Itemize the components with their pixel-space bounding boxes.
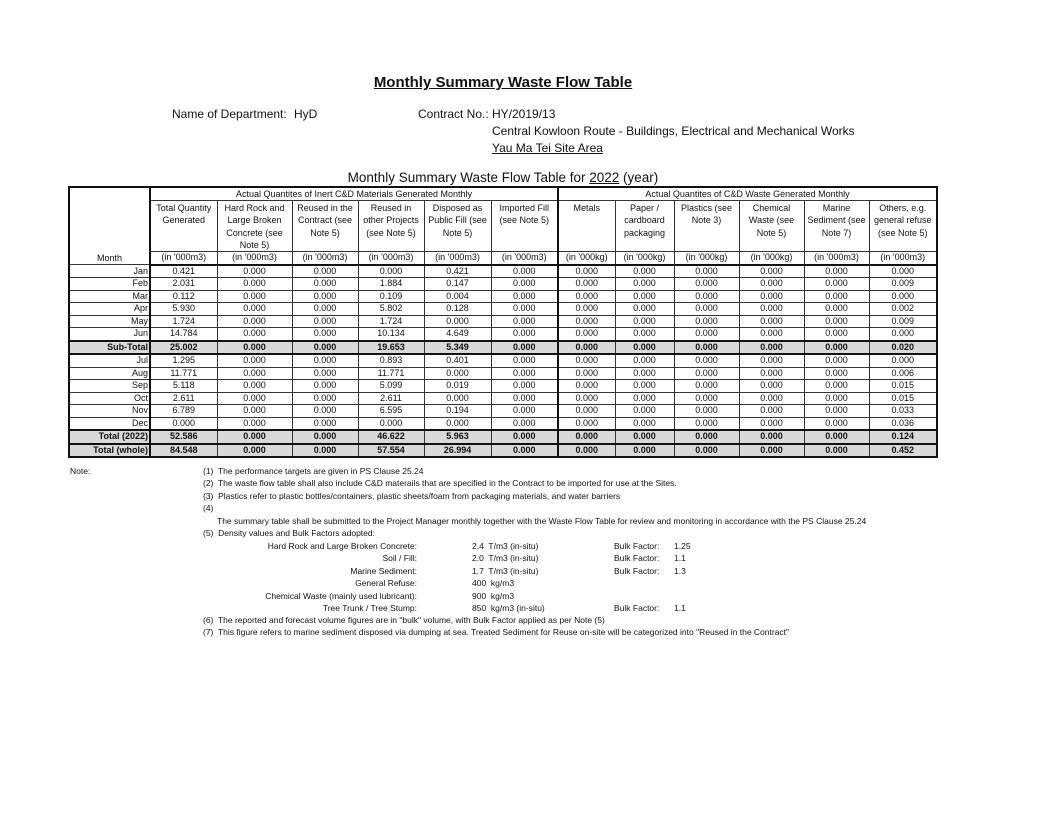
value-cell: 0.006: [869, 367, 937, 380]
density-value: 1.7 T/m3 (in-situ): [472, 565, 539, 576]
value-cell: 0.000: [292, 405, 358, 418]
month-cell: Jul: [69, 354, 150, 367]
note-item: The summary table shall be submitted to the Project Manager monthly together with the Waste Flow Table for review and monitoring in accordance with the PS Clause 25.24: [203, 515, 867, 526]
value-cell: 0.015: [869, 380, 937, 393]
table-row: [69, 278, 937, 291]
column-unit: (in '000kg): [739, 252, 804, 265]
value-cell: 0.000: [804, 315, 869, 328]
note-item: (1) The performance targets are given in PS Clause 25.24: [203, 466, 424, 476]
density-value: 400 kg/m3: [472, 578, 515, 589]
value-cell: 0.000: [739, 315, 804, 328]
value-cell: 0.000: [424, 392, 491, 405]
site-area: Yau Ma Tei Site Area: [492, 141, 603, 155]
table-body: [69, 265, 937, 458]
density-material: Marine Sediment:: [350, 565, 417, 576]
month-cell: May: [69, 315, 150, 328]
value-cell: 0.000: [615, 417, 674, 430]
value-cell: 0.000: [217, 265, 292, 278]
value-cell: 0.000: [804, 405, 869, 418]
bulk-factor-label: Bulk Factor:: [614, 553, 660, 564]
density-material: Soil / Fill:: [382, 553, 417, 564]
value-cell: 0.000: [804, 341, 869, 355]
value-cell: 0.000: [674, 278, 739, 291]
value-cell: 0.000: [558, 303, 615, 316]
contract-label: Contract No.:: [418, 107, 489, 121]
value-cell: 0.000: [739, 444, 804, 458]
value-cell: 0.000: [558, 392, 615, 405]
value-cell: 0.000: [491, 392, 558, 405]
month-cell: Apr: [69, 303, 150, 316]
column-header: Disposed as Public Fill (see Note 5): [424, 201, 491, 252]
value-cell: 84.548: [150, 444, 217, 458]
value-cell: 0.000: [217, 278, 292, 291]
column-unit: (in '000m3): [869, 252, 937, 265]
bulk-factor-value: 1.25: [674, 541, 691, 551]
column-header: Total Quantity Generated: [150, 201, 217, 252]
value-cell: 0.000: [615, 315, 674, 328]
subtotal-row: [69, 341, 937, 355]
contract-value: HY/2019/13: [492, 107, 556, 121]
value-cell: 2.611: [358, 392, 424, 405]
note-item: (7) This figure refers to marine sediment disposed via dumping at sea. Treated Sediment for Reuse on-site will be categorized into "Reused in the Contract": [203, 627, 790, 638]
value-cell: 0.000: [674, 265, 739, 278]
value-cell: 0.000: [739, 380, 804, 393]
value-cell: 0.000: [491, 328, 558, 341]
bulk-factor-label: Bulk Factor:: [614, 565, 660, 576]
value-cell: 0.000: [739, 328, 804, 341]
value-cell: 0.000: [615, 303, 674, 316]
value-cell: 0.000: [674, 444, 739, 458]
value-cell: 0.000: [804, 278, 869, 291]
value-cell: 10.134: [358, 328, 424, 341]
value-cell: 5.963: [424, 430, 491, 444]
table-row: [69, 328, 937, 341]
value-cell: 0.000: [615, 367, 674, 380]
value-cell: 0.000: [217, 417, 292, 430]
value-cell: 1.724: [150, 315, 217, 328]
month-cell: Sep: [69, 380, 150, 393]
density-value: 2.0 T/m3 (in-situ): [472, 553, 539, 564]
value-cell: 1.295: [150, 354, 217, 367]
value-cell: 0.000: [558, 341, 615, 355]
value-cell: 5.802: [358, 303, 424, 316]
value-cell: 0.000: [292, 303, 358, 316]
column-header: Marine Sediment (see Note 7): [804, 201, 869, 252]
value-cell: 0.000: [292, 278, 358, 291]
value-cell: 6.595: [358, 405, 424, 418]
note-item: (6) The reported and forecast volume figures are in "bulk" volume, with Bulk Factor applied as per Note (5): [203, 615, 605, 625]
value-cell: 0.000: [804, 430, 869, 444]
density-value: 850 kg/m3 (in-situ): [472, 603, 545, 613]
department-value: HyD: [294, 107, 318, 121]
value-cell: 0.000: [739, 367, 804, 380]
value-cell: 0.000: [558, 315, 615, 328]
value-cell: 0.000: [491, 278, 558, 291]
value-cell: 0.000: [358, 417, 424, 430]
density-material: Hard Rock and Large Broken Concrete:: [267, 541, 417, 551]
column-unit: (in '000m3): [150, 252, 217, 265]
month-cell: Oct: [69, 392, 150, 405]
value-cell: 0.000: [804, 265, 869, 278]
value-cell: 0.000: [674, 380, 739, 393]
value-cell: 0.000: [558, 354, 615, 367]
table-row: [69, 367, 937, 380]
column-unit: (in '000m3): [424, 252, 491, 265]
month-cell: Feb: [69, 278, 150, 291]
value-cell: 0.000: [739, 354, 804, 367]
subtitle-suffix: (year): [619, 170, 659, 185]
value-cell: 0.000: [491, 444, 558, 458]
value-cell: 0.000: [491, 417, 558, 430]
column-header: Paper / cardboard packaging: [615, 201, 674, 252]
subtitle-prefix: Monthly Summary Waste Flow Table for: [347, 170, 590, 185]
value-cell: 0.000: [615, 392, 674, 405]
page-title: Monthly Summary Waste Flow Table: [373, 74, 633, 91]
table-row: [69, 265, 937, 278]
value-cell: 19.653: [358, 341, 424, 355]
value-cell: 0.000: [558, 405, 615, 418]
value-cell: 0.000: [558, 278, 615, 291]
value-cell: 0.000: [424, 315, 491, 328]
notes-list: [203, 465, 1023, 539]
column-header: Chemical Waste (see Note 5): [739, 201, 804, 252]
value-cell: 0.000: [674, 354, 739, 367]
value-cell: 0.000: [491, 367, 558, 380]
value-cell: 0.000: [804, 417, 869, 430]
bulk-factor-value: 1.1: [674, 553, 686, 564]
value-cell: 0.000: [804, 392, 869, 405]
density-value: 900 kg/m3: [472, 590, 515, 601]
value-cell: 0.000: [558, 380, 615, 393]
density-material: General Refuse:: [355, 578, 417, 589]
value-cell: 0.033: [869, 405, 937, 418]
value-cell: 0.000: [491, 354, 558, 367]
value-cell: 0.000: [674, 290, 739, 303]
value-cell: 0.000: [804, 354, 869, 367]
column-unit: (in '000m3): [804, 252, 869, 265]
value-cell: 0.000: [217, 328, 292, 341]
density-material: Tree Trunk / Tree Stump:: [322, 603, 417, 613]
note-item: (4): [203, 503, 214, 514]
value-cell: 0.000: [615, 444, 674, 458]
value-cell: 0.000: [217, 430, 292, 444]
notes-tail: [203, 614, 1023, 639]
note-item: (5) Density values and Bulk Factors adopted:: [203, 528, 375, 539]
value-cell: 0.109: [358, 290, 424, 303]
value-cell: 0.000: [424, 367, 491, 380]
value-cell: 0.000: [217, 290, 292, 303]
value-cell: 0.000: [292, 430, 358, 444]
month-cell: Nov: [69, 405, 150, 418]
value-cell: 0.000: [491, 290, 558, 303]
value-cell: 0.000: [292, 290, 358, 303]
month-cell: Total (whole): [69, 444, 150, 458]
value-cell: 6.789: [150, 405, 217, 418]
value-cell: 46.622: [358, 430, 424, 444]
value-cell: 0.000: [558, 290, 615, 303]
value-cell: 0.009: [869, 278, 937, 291]
value-cell: 0.000: [217, 392, 292, 405]
value-cell: 0.002: [869, 303, 937, 316]
value-cell: 0.000: [615, 405, 674, 418]
value-cell: 26.994: [424, 444, 491, 458]
value-cell: 2.611: [150, 392, 217, 405]
value-cell: 0.000: [615, 290, 674, 303]
value-cell: 57.554: [358, 444, 424, 458]
total-row: [69, 444, 937, 458]
note-item: (3) Plastics refer to plastic bottles/containers, plastic sheets/foam from packaging materials, and water barriers: [203, 490, 621, 501]
value-cell: 0.000: [292, 380, 358, 393]
value-cell: 0.421: [424, 265, 491, 278]
bulk-factor-value: 1.1: [674, 603, 686, 613]
value-cell: 0.000: [674, 341, 739, 355]
table-subtitle: [0, 170, 1006, 185]
value-cell: 0.000: [558, 265, 615, 278]
column-unit: (in '000kg): [615, 252, 674, 265]
value-cell: 0.000: [674, 392, 739, 405]
column-header: Reused in other Projects (see Note 5): [358, 201, 424, 252]
value-cell: 0.000: [804, 444, 869, 458]
column-header: Others, e.g. general refuse (see Note 5): [869, 201, 937, 252]
value-cell: 0.000: [804, 290, 869, 303]
value-cell: 0.000: [739, 278, 804, 291]
value-cell: 0.000: [292, 444, 358, 458]
value-cell: 2.031: [150, 278, 217, 291]
bulk-factor-value: 1.3: [674, 565, 686, 576]
column-unit: (in '000m3): [358, 252, 424, 265]
value-cell: 14.784: [150, 328, 217, 341]
table-row: [69, 417, 937, 430]
month-cell: Jan: [69, 265, 150, 278]
value-cell: 0.000: [491, 265, 558, 278]
column-unit: (in '000m3): [292, 252, 358, 265]
value-cell: 0.000: [217, 315, 292, 328]
value-cell: 0.194: [424, 405, 491, 418]
value-cell: 0.000: [292, 392, 358, 405]
note-label: Note:: [70, 466, 91, 476]
value-cell: 0.000: [739, 290, 804, 303]
column-header: Imported Fill (see Note 5): [491, 201, 558, 252]
value-cell: 0.000: [674, 315, 739, 328]
value-cell: 0.893: [358, 354, 424, 367]
value-cell: 11.771: [358, 367, 424, 380]
table-row: [69, 290, 937, 303]
value-cell: 0.000: [217, 405, 292, 418]
density-value: 2.4 T/m3 (in-situ): [472, 541, 539, 551]
value-cell: 0.000: [292, 417, 358, 430]
value-cell: 0.000: [292, 341, 358, 355]
value-cell: 0.000: [869, 354, 937, 367]
value-cell: 0.000: [292, 315, 358, 328]
value-cell: 0.000: [491, 380, 558, 393]
value-cell: 0.000: [292, 367, 358, 380]
value-cell: 0.000: [739, 392, 804, 405]
value-cell: 0.000: [739, 405, 804, 418]
value-cell: 5.118: [150, 380, 217, 393]
value-cell: 0.000: [739, 265, 804, 278]
value-cell: 0.000: [869, 328, 937, 341]
value-cell: 0.000: [292, 265, 358, 278]
table-row: [69, 315, 937, 328]
group-header-row: [69, 187, 937, 201]
group-waste-header: Actual Quantites of C&D Waste Generated Monthly: [558, 187, 937, 201]
value-cell: 5.349: [424, 341, 491, 355]
value-cell: 0.000: [804, 367, 869, 380]
value-cell: 0.000: [292, 354, 358, 367]
value-cell: 5.930: [150, 303, 217, 316]
value-cell: 0.000: [739, 341, 804, 355]
value-cell: 0.000: [217, 341, 292, 355]
bulk-factor-label: Bulk Factor:: [614, 603, 660, 613]
table-row: [69, 303, 937, 316]
value-cell: 1.884: [358, 278, 424, 291]
value-cell: 0.000: [739, 430, 804, 444]
column-header: Plastics (see Note 3): [674, 201, 739, 252]
value-cell: 0.000: [674, 367, 739, 380]
value-cell: 0.147: [424, 278, 491, 291]
value-cell: 0.000: [804, 380, 869, 393]
value-cell: 0.000: [869, 265, 937, 278]
month-cell: Sub-Total: [69, 341, 150, 355]
project-name: Central Kowloon Route - Buildings, Electrical and Mechanical Works: [492, 124, 855, 138]
value-cell: 0.000: [674, 405, 739, 418]
month-cell: Total (2022): [69, 430, 150, 444]
value-cell: 0.000: [615, 430, 674, 444]
value-cell: 0.000: [150, 417, 217, 430]
table-row: [69, 405, 937, 418]
month-cell: Aug: [69, 367, 150, 380]
value-cell: 0.000: [558, 430, 615, 444]
value-cell: 0.112: [150, 290, 217, 303]
value-cell: 1.724: [358, 315, 424, 328]
value-cell: 0.000: [615, 354, 674, 367]
total-row: [69, 430, 937, 444]
value-cell: 0.000: [615, 341, 674, 355]
value-cell: 52.586: [150, 430, 217, 444]
value-cell: 0.452: [869, 444, 937, 458]
value-cell: 0.000: [804, 328, 869, 341]
value-cell: 0.000: [674, 303, 739, 316]
column-unit: (in '000m3): [491, 252, 558, 265]
density-material: Chemical Waste (mainly used lubricant):: [265, 590, 417, 601]
subtitle-year: 2022: [589, 170, 620, 185]
table-row: [69, 380, 937, 393]
month-cell: Dec: [69, 417, 150, 430]
value-cell: 0.000: [869, 290, 937, 303]
value-cell: 0.000: [217, 354, 292, 367]
value-cell: 0.421: [150, 265, 217, 278]
value-cell: 0.128: [424, 303, 491, 316]
value-cell: 0.000: [615, 380, 674, 393]
value-cell: 4.649: [424, 328, 491, 341]
value-cell: 11.771: [150, 367, 217, 380]
unit-row: [69, 252, 937, 265]
value-cell: 0.000: [217, 367, 292, 380]
value-cell: 0.019: [424, 380, 491, 393]
column-unit: (in '000kg): [674, 252, 739, 265]
value-cell: 0.000: [491, 303, 558, 316]
value-cell: 0.000: [558, 367, 615, 380]
value-cell: 0.124: [869, 430, 937, 444]
month-cell: Jun: [69, 328, 150, 341]
column-header: Metals: [558, 201, 615, 252]
value-cell: 0.004: [424, 290, 491, 303]
value-cell: 0.000: [292, 328, 358, 341]
value-cell: 0.000: [217, 444, 292, 458]
value-cell: 0.000: [358, 265, 424, 278]
value-cell: 0.401: [424, 354, 491, 367]
value-cell: 0.000: [558, 417, 615, 430]
value-cell: 0.000: [558, 444, 615, 458]
value-cell: 0.000: [739, 303, 804, 316]
waste-flow-table: [68, 186, 938, 458]
value-cell: 0.000: [615, 265, 674, 278]
value-cell: 0.009: [869, 315, 937, 328]
value-cell: 0.000: [491, 430, 558, 444]
value-cell: 0.000: [674, 417, 739, 430]
month-cell: Mar: [69, 290, 150, 303]
value-cell: 0.000: [558, 328, 615, 341]
value-cell: 0.020: [869, 341, 937, 355]
value-cell: 5.099: [358, 380, 424, 393]
month-header: Month: [69, 187, 150, 265]
value-cell: 0.000: [674, 328, 739, 341]
value-cell: 0.000: [615, 278, 674, 291]
bulk-factor-label: Bulk Factor:: [614, 541, 660, 551]
value-cell: 0.000: [217, 380, 292, 393]
value-cell: 0.000: [217, 303, 292, 316]
department-label: Name of Department:: [172, 107, 287, 121]
value-cell: 25.002: [150, 341, 217, 355]
value-cell: 0.000: [491, 341, 558, 355]
column-unit: (in '000kg): [558, 252, 615, 265]
value-cell: 0.036: [869, 417, 937, 430]
note-item: (2) The waste flow table shall also include C&D materails that are specified in the Contract to be imported for use at the Sites.: [203, 478, 677, 489]
value-cell: 0.000: [424, 417, 491, 430]
value-cell: 0.000: [491, 405, 558, 418]
value-cell: 0.015: [869, 392, 937, 405]
value-cell: 0.000: [804, 303, 869, 316]
value-cell: 0.000: [491, 315, 558, 328]
table-row: [69, 392, 937, 405]
column-header: Reused in the Contract (see Note 5): [292, 201, 358, 252]
group-inert-header: Actual Quantites of Inert C&D Materials Generated Monthly: [150, 187, 558, 201]
value-cell: 0.000: [739, 417, 804, 430]
value-cell: 0.000: [615, 328, 674, 341]
value-cell: 0.000: [674, 430, 739, 444]
column-header: Hard Rock and Large Broken Concrete (see Note 5): [217, 201, 292, 252]
table-row: [69, 354, 937, 367]
column-header-row: [69, 201, 937, 252]
column-unit: (in '000m3): [217, 252, 292, 265]
